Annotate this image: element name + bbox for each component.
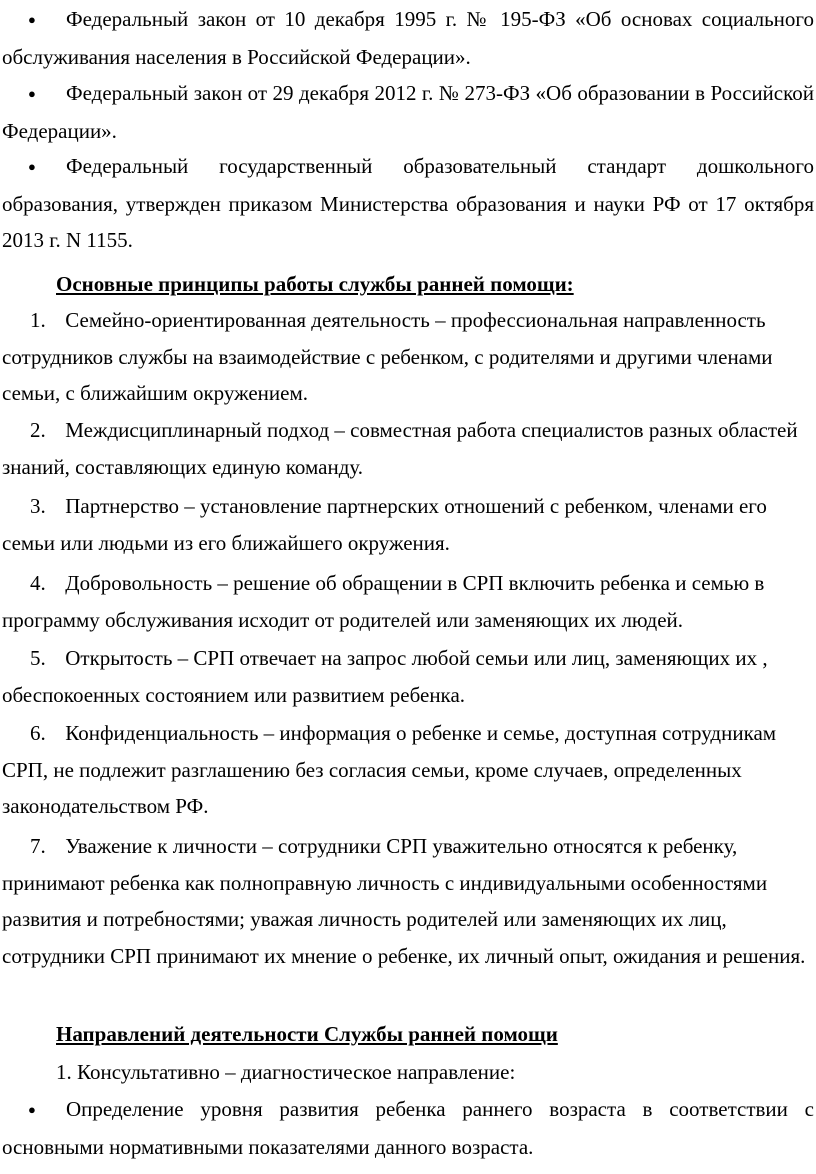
law-item: ● Федеральный закон от 29 декабря 2012 г. № 273-ФЗ «Об образовании в Российской Федерации». (2, 75, 814, 149)
principle-item: 7. Уважение к личности – сотрудники СРП уважительно относятся к ребенку, принимают ребенка как полноправную личность с индивидуальными особенностями развития и потребностями; уважая личность родителей или заменяющих их лиц, сотрудники СРП принимают их мнение о ребенке, их личный опыт, ожидания и решения. (2, 834, 806, 968)
principle-item: 5. Открытость – СРП отвечает на запрос любой семьи или лиц, заменяющих их , обеспокоенных состоянием или развитием ребенка. (2, 646, 768, 707)
principle-item: 4. Добровольность – решение об обращении в СРП включить ребенка и семью в программу обслуживания исходит от родителей или заменяющих их людей. (2, 571, 765, 632)
bullet-icon: ● (28, 159, 36, 174)
directions-heading: Направлений деятельности Службы ранней помощи (56, 1022, 558, 1046)
law-item: ● Федеральный государственный образовательный стандарт дошкольного образования, утвержден приказом Министерства образования и науки РФ от 17 октября 2013 г. N 1155. (2, 148, 814, 259)
direction-title: 1. Консультативно – диагностическое направление: (56, 1060, 516, 1084)
law-item: ● Федеральный закон от 10 декабря 1995 г. № 195-ФЗ «Об основах социального обслуживания населения в Российской Федерации». (2, 1, 814, 75)
principles-heading: Основные принципы работы службы ранней помощи: (56, 272, 574, 296)
principle-item: 2. Междисциплинарный подход – совместная работа специалистов разных областей знаний, составляющих единую команду. (2, 418, 798, 479)
bullet-icon: ● (28, 12, 36, 27)
principle-item: 6. Конфиденциальность – информация о ребенке и семье, доступная сотрудникам СРП, не подлежит разглашению без согласия семьи, кроме случаев, определенных законодательством РФ. (2, 721, 777, 818)
bullet-icon: ● (28, 86, 36, 101)
principle-item: 1. Семейно-ориентированная деятельность – профессиональная направленность сотрудников службы на взаимодействие с ребенком, с родителями и другими членами семьи, с ближайшим окружением. (2, 308, 773, 405)
bullet-icon: ● (28, 1102, 36, 1117)
principle-item: 3. Партнерство – установление партнерских отношений с ребенком, членами его семьи или людьми из его ближайшего окружения. (2, 494, 767, 555)
direction-item: ● Определение уровня развития ребенка раннего возраста в соответствии с основными нормативными показателями данного возраста. (2, 1091, 814, 1165)
